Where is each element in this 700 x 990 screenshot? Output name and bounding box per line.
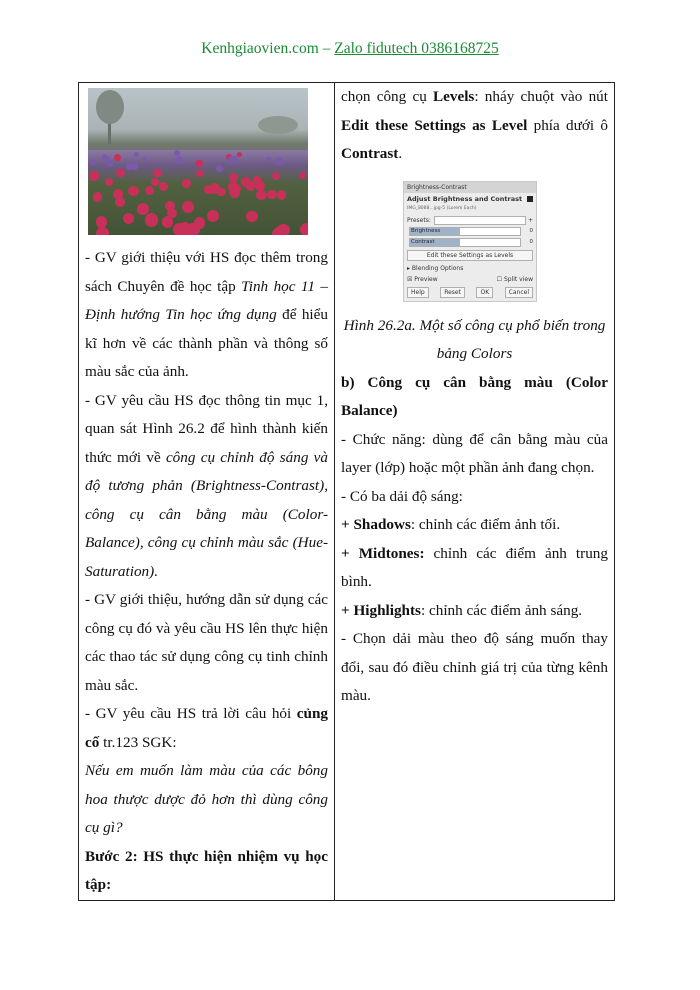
flower-dot <box>173 223 186 235</box>
flower-dot <box>229 181 237 189</box>
flower-dot <box>145 186 154 195</box>
left-text <box>79 244 334 900</box>
brightness-slider[interactable] <box>409 227 521 236</box>
text-run: để hiểu kĩ hơn về các thành phần và thông số màu sắc của ảnh. <box>85 306 328 380</box>
edit-as-levels-button[interactable]: Edit these Settings as Levels <box>407 250 533 261</box>
text-run: - GV yêu cầu HS đọc thông tin mục 1, quan sát Hình 26.2 để hình thành kiến thức mới về <box>85 391 328 466</box>
flower-dot <box>195 160 203 168</box>
flower-dot <box>255 181 265 191</box>
flower-dot <box>207 210 219 222</box>
flower-dot <box>153 169 161 177</box>
highlights-item <box>341 597 608 626</box>
header-site: Kenhgiaovien.com <box>201 40 319 57</box>
flower-dot <box>162 216 173 227</box>
flower-dot <box>131 162 138 169</box>
presets-row <box>404 215 536 226</box>
contrast-label: Contrast <box>411 238 435 245</box>
left-column <box>79 83 335 901</box>
preview-checkbox[interactable]: ☒ Preview <box>407 275 438 283</box>
text-run: . <box>398 145 403 162</box>
bold-term: + Highlights <box>341 601 421 619</box>
section-b-heading: b) Công cụ cân bằng màu (Color Balance) <box>341 373 608 419</box>
flower-dot <box>159 182 168 191</box>
bold-term: củng cố <box>85 705 328 751</box>
table-row <box>79 83 615 901</box>
text-run: - GV yêu cầu HS trả lời câu hỏi <box>85 705 297 722</box>
text-run: : chỉnh các điểm ảnh sáng. <box>420 601 583 619</box>
right-text <box>335 83 614 169</box>
step-2-heading: Bước 2: HS thực hiện nhiệm vụ học tập: <box>85 847 328 893</box>
cancel-button[interactable]: Cancel <box>505 287 533 298</box>
right-intro <box>341 83 608 169</box>
flower-dot <box>266 157 271 162</box>
function-text: - Chức năng: dùng để cân bằng màu của layer (lớp) hoặc một phần ảnh đang chọn. <box>341 430 608 476</box>
flower-dot <box>128 186 139 197</box>
text-run: - GV giới thiệu với HS đọc thêm trong sách Chuyên đề học tập <box>85 249 328 295</box>
blending-options[interactable]: ▸ Blending Options <box>407 264 464 272</box>
presets-dropdown[interactable] <box>434 216 526 225</box>
last-paragraph: - Chọn dải màu theo độ sáng muốn thay đổi, sau đó điều chỉnh giá trị của từng kênh màu. <box>341 630 608 704</box>
brightness-row <box>404 226 536 237</box>
left-paragraph-2 <box>85 387 328 587</box>
text-run: chọn công cụ <box>341 88 433 105</box>
text-run: : nháy chuột vào nút <box>474 88 608 105</box>
left-paragraph-3: - GV giới thiệu, hướng dẫn sử dụng các công cụ đó và yêu cầu HS lên thực hiện các thao tác sử dụng công cụ tinh chỉnh màu sắc. <box>85 591 328 694</box>
question-text: Nếu em muốn làm màu của các bông hoa thược dược đỏ hơn thì dùng công cụ gì? <box>85 762 328 836</box>
presets-label: Presets: <box>407 216 431 224</box>
photo-bush <box>258 116 298 134</box>
flower-dot <box>103 156 110 163</box>
brightness-contrast-dialog <box>403 181 537 302</box>
reset-button[interactable]: Reset <box>440 287 465 298</box>
ok-button[interactable]: OK <box>476 287 493 298</box>
split-view-checkbox[interactable]: ☐ Split view <box>496 275 533 283</box>
book-title: Tinh học 11 – Định hướng Tin học ứng dụng <box>85 277 328 323</box>
lesson-table <box>78 82 615 901</box>
contrast-slider[interactable] <box>409 238 521 247</box>
ranges-text: - Có ba dải độ sáng: <box>341 487 463 505</box>
dialog-titlebar: Brightness-Contrast <box>404 182 536 193</box>
header-separator: – <box>318 40 335 57</box>
text-run: : chỉnh các điểm ảnh tối. <box>410 516 561 533</box>
flower-dot <box>275 157 283 165</box>
dialog-heading-row <box>404 193 536 204</box>
dialog-icon <box>527 196 533 202</box>
flower-dot <box>145 213 158 226</box>
bold-term: Levels <box>433 88 475 105</box>
flower-dot <box>228 156 236 164</box>
flower-dot <box>237 152 242 157</box>
bold-term: + Midtones: <box>341 544 425 562</box>
text-run: phía dưới ô <box>527 116 608 134</box>
flower-dot <box>96 227 109 235</box>
flower-dot <box>210 183 220 193</box>
flower-dot <box>216 165 223 172</box>
text-run: chỉnh các điểm ảnh trung bình. <box>341 544 608 590</box>
flower-dot <box>267 190 276 199</box>
flower-dot <box>196 170 203 177</box>
flower-dot <box>182 201 194 213</box>
flower-dot <box>241 177 251 187</box>
tool-list: công cụ chỉnh độ sáng và độ tương phản (Brightness-Contrast), công cụ cân bằng màu (Color-Balance), công cụ chỉnh màu sắc (Hue-Saturation). <box>85 448 328 580</box>
help-button[interactable]: Help <box>407 287 429 298</box>
flower-dot <box>300 223 308 235</box>
brightness-label: Brightness <box>411 227 441 234</box>
contrast-value[interactable]: 0 <box>529 238 533 245</box>
flower-dot <box>142 157 147 162</box>
flower-dot <box>256 190 266 200</box>
flower-dot <box>277 190 287 200</box>
bold-term: + Shadows <box>341 516 411 533</box>
page-header <box>0 40 700 58</box>
right-column <box>335 83 615 901</box>
dialog-buttons <box>404 285 536 301</box>
flower-dot <box>93 192 102 201</box>
flower-dot <box>272 227 287 235</box>
dahlia-field-photo <box>88 88 308 235</box>
shadows-item <box>341 511 608 540</box>
right-text-2 <box>335 312 614 711</box>
flower-dot <box>176 156 183 163</box>
dialog-subtitle: IMG_8088...jpg-5 (Lorem Each) <box>407 205 477 211</box>
flower-dot <box>89 171 98 180</box>
left-paragraph-4 <box>85 700 328 757</box>
flower-dot <box>182 179 191 188</box>
figure-caption: Hình 26.2a. Một số công cụ phổ biến trong bảng Colors <box>343 316 606 362</box>
dialog-heading: Adjust Brightness and Contrast <box>407 194 523 203</box>
photo-tree-crown <box>96 90 124 124</box>
midtones-item <box>341 540 608 597</box>
left-paragraph-1 <box>85 244 328 387</box>
header-contact-link[interactable]: Zalo fidutech 0386168725 <box>334 40 499 57</box>
flower-dot <box>246 211 258 223</box>
flower-dot <box>116 169 124 177</box>
preview-row <box>404 274 536 285</box>
contrast-row <box>404 237 536 248</box>
bold-term: Contrast <box>341 145 399 162</box>
bold-term: Edit these Settings as Level <box>341 116 528 134</box>
brightness-value[interactable]: 0 <box>529 227 533 234</box>
add-preset-icon[interactable]: + <box>527 216 533 224</box>
text-run: tr.123 SGK: <box>99 733 177 751</box>
